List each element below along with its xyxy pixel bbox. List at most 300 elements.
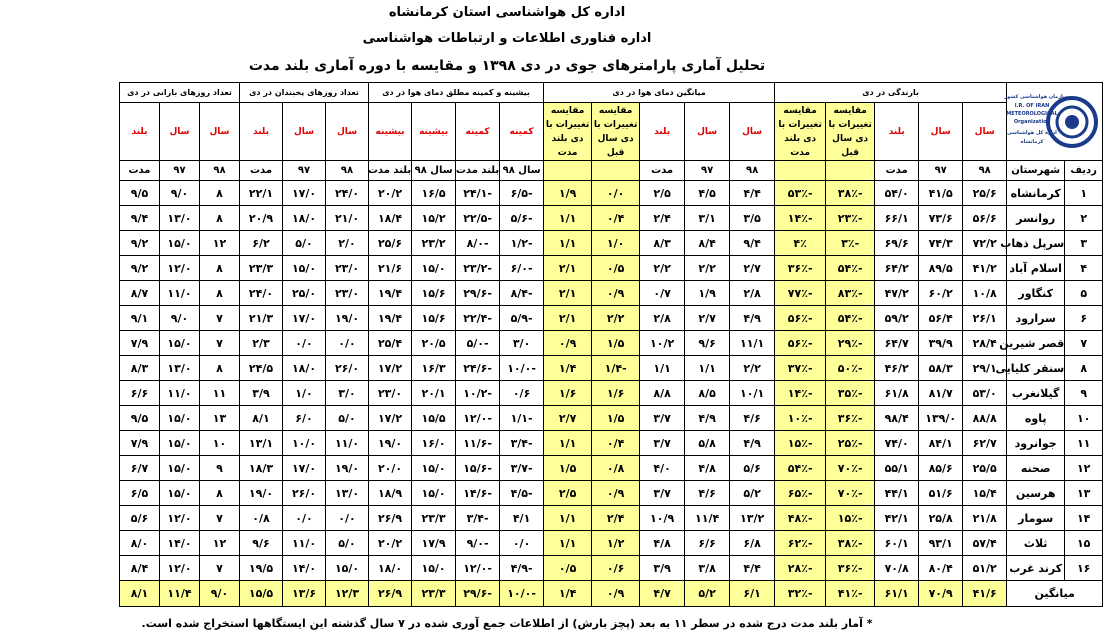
value-cell: -۲۲/۵	[456, 206, 500, 231]
value-cell: ۵۸/۳	[919, 356, 963, 381]
value-cell: ۲/۸	[640, 306, 685, 331]
value-cell: ۸	[200, 481, 240, 506]
header-mean_temp: ۹۸	[730, 161, 775, 181]
value-cell: ۳/۷	[640, 431, 685, 456]
value-cell: -۷۰٪	[826, 481, 875, 506]
group-abs-temp: بیشینه و کمینه مطلق دمای هوا در دی	[369, 83, 544, 103]
value-cell: -۱/۱	[500, 406, 544, 431]
value-cell: ۱۸/۹	[369, 481, 412, 506]
row-number: ۲	[1065, 206, 1103, 231]
row-number: ۵	[1065, 281, 1103, 306]
value-cell: ۲۰/۱	[412, 381, 456, 406]
value-cell: ۶/۸	[730, 531, 775, 556]
value-cell: -۱۴٪	[775, 206, 826, 231]
value-cell: ۳/۸	[685, 556, 730, 581]
value-cell: ۴/۷	[640, 581, 685, 607]
value-cell: ۱۳/۰	[160, 356, 200, 381]
value-cell: ۱۵/۰	[326, 556, 369, 581]
value-cell: ۱۸/۰	[283, 356, 326, 381]
dept-title: اداره فناوری اطلاعات و ارتباطات هواشناسی	[362, 31, 652, 46]
value-cell: ۲۵/۶	[963, 181, 1007, 206]
value-cell: -۱۰/۰	[500, 581, 544, 607]
value-cell: -۸۳٪	[826, 281, 875, 306]
city-name: کرمانشاه	[1007, 181, 1065, 206]
value-cell: ۵۴/۰	[875, 181, 919, 206]
value-cell: ۲۳/۳	[412, 581, 456, 607]
value-cell: ۳/۰	[500, 331, 544, 356]
value-cell: -۲۹٪	[826, 331, 875, 356]
value-cell: ۸/۴	[685, 231, 730, 256]
value-cell: ۲/۷	[544, 406, 592, 431]
value-cell: ۱۹/۰	[326, 306, 369, 331]
value-cell: -۱۰٪	[775, 406, 826, 431]
subheader-mean_temp: مقایسه تغییرات با دی سال قبل	[592, 103, 640, 161]
value-cell: ۱/۹	[685, 281, 730, 306]
city-name: گیلانغرب	[1007, 381, 1065, 406]
row-number: ۶	[1065, 306, 1103, 331]
value-cell: ۲۸/۴	[963, 331, 1007, 356]
value-cell: ۲۰/۹	[240, 206, 283, 231]
value-cell: ۲۶/۹	[369, 581, 412, 607]
value-cell: ۱۹/۴	[369, 306, 412, 331]
table-row	[2, 456, 1103, 481]
value-cell: -۴/۵	[500, 481, 544, 506]
value-cell: ۲/۵	[544, 481, 592, 506]
value-cell: ۹/۰	[160, 181, 200, 206]
row-number: ۱۶	[1065, 556, 1103, 581]
value-cell: ۸/۱	[120, 581, 160, 607]
value-cell: ۵۶/۶	[963, 206, 1007, 231]
value-cell: -۶/۰	[500, 256, 544, 281]
value-cell: ۲/۲	[685, 256, 730, 281]
value-cell: ۱/۴	[544, 356, 592, 381]
value-cell: ۱۲/۳	[326, 581, 369, 607]
value-cell: -۳۶٪	[826, 406, 875, 431]
subheader-mean_temp: سال	[730, 103, 775, 161]
value-cell: ۳۹/۹	[919, 331, 963, 356]
value-cell: -۱۴/۶	[456, 481, 500, 506]
value-cell: ۸/۷	[120, 281, 160, 306]
value-cell: ۰/۴	[592, 431, 640, 456]
row-number: ۸	[1065, 356, 1103, 381]
value-cell: ۲۶/۰	[326, 356, 369, 381]
value-cell: ۱۵/۰	[412, 456, 456, 481]
value-cell: ۱۸/۰	[369, 556, 412, 581]
value-cell: ۱۱	[200, 381, 240, 406]
value-cell: -۳۶٪	[775, 256, 826, 281]
city-name: سنقر کلیایی	[1007, 356, 1065, 381]
value-cell: ۲/۱	[544, 306, 592, 331]
value-cell: ۹۸/۴	[875, 406, 919, 431]
value-cell: -۳۵٪	[826, 381, 875, 406]
value-cell: ۱۵/۶	[412, 281, 456, 306]
value-cell: ۱۸/۳	[240, 456, 283, 481]
value-cell: ۱۷/۲	[369, 356, 412, 381]
value-cell: ۹/۰	[200, 581, 240, 607]
value-cell: -۱/۴	[592, 356, 640, 381]
subheader-abs_temp: بیشینه	[412, 103, 456, 161]
value-cell: ۱۵/۰	[160, 231, 200, 256]
value-cell: ۱۳/۶	[283, 581, 326, 607]
value-cell: ۱۵/۰	[160, 481, 200, 506]
value-cell: ۵۱/۲	[963, 556, 1007, 581]
city-name: سومار	[1007, 506, 1065, 531]
value-cell: ۲۵/۶	[369, 231, 412, 256]
value-cell: ۰/۹	[592, 281, 640, 306]
city-name: سرپل ذهاب	[1007, 231, 1065, 256]
value-cell: ۷۲/۲	[963, 231, 1007, 256]
header-row-no: ردیف	[1065, 161, 1103, 181]
value-cell: ۲۵/۵	[963, 456, 1007, 481]
table-row	[2, 556, 1103, 581]
city-name: روانسر	[1007, 206, 1065, 231]
value-cell: ۱۷/۰	[283, 306, 326, 331]
value-cell: ۶/۰	[283, 406, 326, 431]
table-row	[2, 206, 1103, 231]
value-cell: ۲۱/۳	[240, 306, 283, 331]
value-cell: ۶۶/۱	[875, 206, 919, 231]
value-cell: ۲/۸	[730, 281, 775, 306]
subheader-abs_temp: کمینه	[500, 103, 544, 161]
table-row	[2, 481, 1103, 506]
value-cell: -۴۱٪	[826, 581, 875, 607]
value-cell: ۳/۹	[240, 381, 283, 406]
value-cell: ۱/۱	[640, 356, 685, 381]
row-number: ۱۰	[1065, 406, 1103, 431]
header-rain_days: مدت	[120, 161, 160, 181]
table-row	[2, 506, 1103, 531]
city-name: جوانرود	[1007, 431, 1065, 456]
value-cell: ۱۲/۰	[160, 556, 200, 581]
value-cell: ۱۶/۵	[412, 181, 456, 206]
value-cell: ۱۳/۰	[326, 481, 369, 506]
value-cell: -۲۹/۶	[456, 281, 500, 306]
value-cell: ۹/۵	[120, 406, 160, 431]
value-cell: -۲۴/۱	[456, 181, 500, 206]
value-cell: -۱۵٪	[775, 431, 826, 456]
value-cell: ۷۴/۳	[919, 231, 963, 256]
value-cell: ۱۹/۴	[369, 281, 412, 306]
value-cell: ۱۷/۹	[412, 531, 456, 556]
value-cell: ۷	[200, 556, 240, 581]
value-cell: -۳٪	[826, 231, 875, 256]
value-cell: ۹/۲	[120, 256, 160, 281]
value-cell: -۶۲٪	[775, 531, 826, 556]
value-cell: ۱۰/۰	[283, 431, 326, 456]
value-cell: ۲/۲	[592, 306, 640, 331]
value-cell: ۲/۰	[326, 231, 369, 256]
report-title: تحلیل آماری پارامترهای جوی در دی ۱۳۹۸ و مقایسه با دوره آماری بلند مدت	[248, 58, 766, 74]
value-cell: ۱۱/۴	[685, 506, 730, 531]
value-cell: -۳/۷	[500, 456, 544, 481]
value-cell: ۱۷/۰	[283, 181, 326, 206]
subheader-precip: سال	[919, 103, 963, 161]
value-cell: ۱۴/۰	[283, 556, 326, 581]
value-cell: ۴/۶	[685, 481, 730, 506]
city-name: ثلاث	[1007, 531, 1065, 556]
subheader-precip: مقایسه تغییرات با دی سال قبل	[826, 103, 875, 161]
value-cell: ۱۳۹/۰	[919, 406, 963, 431]
value-cell: ۸۰/۴	[919, 556, 963, 581]
value-cell: ۰/۸	[592, 456, 640, 481]
city-name: قصر شیرین	[1007, 331, 1065, 356]
value-cell: ۶/۲	[240, 231, 283, 256]
row-number: ۱۱	[1065, 431, 1103, 456]
value-cell: -۱۱/۶	[456, 431, 500, 456]
value-cell: -۷۰٪	[826, 456, 875, 481]
value-cell: ۱۵/۴	[963, 481, 1007, 506]
value-cell: ۲۵/۴	[369, 331, 412, 356]
header-abs_temp: بلند مدت	[369, 161, 412, 181]
logo-text: Organization	[1013, 118, 1050, 125]
header-precip: ۹۷	[919, 161, 963, 181]
value-cell: ۱۵/۰	[412, 481, 456, 506]
value-cell: ۳/۷	[640, 406, 685, 431]
value-cell: ۱/۲	[592, 531, 640, 556]
value-cell: ۲۳/۳	[412, 506, 456, 531]
value-cell: ۴/۴	[730, 181, 775, 206]
value-cell: -۲۵٪	[826, 431, 875, 456]
report-header	[0, 0, 1014, 82]
header-precip	[826, 161, 875, 181]
value-cell: ۷/۹	[120, 431, 160, 456]
value-cell: ۴/۹	[685, 406, 730, 431]
value-cell: ۰/۰	[326, 331, 369, 356]
table-row	[2, 356, 1103, 381]
value-cell: ۹/۲	[120, 231, 160, 256]
value-cell: ۲۳/۲	[412, 231, 456, 256]
city-name: میانگین	[1007, 581, 1103, 607]
value-cell: ۱۳/۰	[160, 206, 200, 231]
value-cell: ۹/۶	[240, 531, 283, 556]
value-cell: ۶۲/۷	[963, 431, 1007, 456]
header-frost_days: ۹۸	[326, 161, 369, 181]
value-cell: ۱۸/۴	[369, 206, 412, 231]
value-cell: -۵۰٪	[826, 356, 875, 381]
header-abs_temp: سال ۹۸	[500, 161, 544, 181]
value-cell: ۹/۰	[160, 306, 200, 331]
row-number: ۱۲	[1065, 456, 1103, 481]
value-cell: ۶۴/۲	[875, 256, 919, 281]
subheader-frost_days: سال	[283, 103, 326, 161]
value-cell: ۱/۱	[544, 531, 592, 556]
value-cell: ۵/۸	[685, 431, 730, 456]
value-cell: -۴/۹	[500, 556, 544, 581]
value-cell: ۲۹/۱	[963, 356, 1007, 381]
value-cell: ۱/۱	[685, 356, 730, 381]
value-cell: ۱۵/۵	[412, 406, 456, 431]
value-cell: ۵/۲	[685, 581, 730, 607]
table-row	[2, 306, 1103, 331]
value-cell: ۷/۹	[120, 331, 160, 356]
value-cell: ۱۷/۲	[369, 406, 412, 431]
value-cell: -۱۲/۰	[456, 406, 500, 431]
value-cell: ۱۹/۵	[240, 556, 283, 581]
subheader-rain_days: بلند	[120, 103, 160, 161]
value-cell: -۵/۰	[456, 331, 500, 356]
value-cell: -۳/۴	[500, 431, 544, 456]
value-cell: ۵۹/۲	[875, 306, 919, 331]
value-cell: ۱۳	[200, 406, 240, 431]
value-cell: ۲/۱	[544, 256, 592, 281]
value-cell: -۸/۰	[456, 231, 500, 256]
value-cell: ۴/۱	[500, 506, 544, 531]
value-cell: ۵/۶	[120, 506, 160, 531]
value-cell: ۱/۰	[592, 231, 640, 256]
value-cell: ۸۴/۱	[919, 431, 963, 456]
value-cell: -۲۹/۶	[456, 581, 500, 607]
value-cell: ۱۲/۰	[160, 506, 200, 531]
value-cell: ۱۵/۰	[412, 256, 456, 281]
header-rain_days: ۹۷	[160, 161, 200, 181]
value-cell: ۱۰/۸	[963, 281, 1007, 306]
row-number: ۳	[1065, 231, 1103, 256]
logo-text: اداره کل هواشناسی	[1006, 129, 1057, 136]
value-cell: ۷۴/۰	[875, 431, 919, 456]
subheader-precip: بلند	[875, 103, 919, 161]
value-cell: ۱/۱	[544, 431, 592, 456]
value-cell: ۴/۰	[640, 456, 685, 481]
value-cell: ۷	[200, 306, 240, 331]
stats-table	[1, 82, 1103, 607]
average-row	[2, 581, 1103, 607]
city-name: هرسین	[1007, 481, 1065, 506]
value-cell: -۲۲/۴	[456, 306, 500, 331]
value-cell: ۱/۵	[592, 331, 640, 356]
city-name: پاوه	[1007, 406, 1065, 431]
value-cell: ۲۱/۶	[369, 256, 412, 281]
value-cell: ۱۱/۰	[283, 531, 326, 556]
value-cell: ۲۳/۰	[326, 281, 369, 306]
subheader-mean_temp: سال	[685, 103, 730, 161]
logo-text: I.R. OF IRAN	[1014, 102, 1049, 109]
value-cell: ۵۷/۴	[963, 531, 1007, 556]
value-cell: ۲۱/۸	[963, 506, 1007, 531]
value-cell: ۱۵/۶	[412, 306, 456, 331]
value-cell: ۱۹/۰	[369, 431, 412, 456]
value-cell: ۲۱/۰	[326, 206, 369, 231]
value-cell: ۲/۷	[730, 256, 775, 281]
value-cell: ۲/۴	[640, 206, 685, 231]
subheader-abs_temp: کمینه	[456, 103, 500, 161]
value-cell: ۱۲	[200, 231, 240, 256]
value-cell: ۹/۱	[120, 306, 160, 331]
row-number: ۱۳	[1065, 481, 1103, 506]
value-cell: ۱۱/۰	[160, 381, 200, 406]
value-cell: ۱۵/۰	[160, 331, 200, 356]
value-cell: ۷	[200, 506, 240, 531]
value-cell: ۵۱/۶	[919, 481, 963, 506]
value-cell: -۱۴٪	[775, 381, 826, 406]
value-cell: ۱۱/۰	[160, 281, 200, 306]
value-cell: ۶/۵	[120, 481, 160, 506]
value-cell: ۱/۶	[544, 381, 592, 406]
value-cell: ۰/۹	[544, 331, 592, 356]
header-rain_days: ۹۸	[200, 161, 240, 181]
value-cell: ۹/۶	[685, 331, 730, 356]
value-cell: ۲۰/۲	[369, 181, 412, 206]
value-cell: ۲۲/۱	[240, 181, 283, 206]
group-mean-temp: میانگین دمای هوا در دی	[544, 83, 775, 103]
logo-text: METEOROLOGICAL	[1005, 110, 1058, 117]
value-cell: ۱/۱	[544, 231, 592, 256]
org-logo	[1003, 86, 1100, 158]
table-row	[2, 406, 1103, 431]
header-precip: مدت	[875, 161, 919, 181]
value-cell: ۲۶/۰	[283, 481, 326, 506]
value-cell: ۰/۵	[592, 256, 640, 281]
value-cell: ۳/۷	[640, 481, 685, 506]
value-cell: -۱۵/۶	[456, 456, 500, 481]
value-cell: ۲۶/۱	[963, 306, 1007, 331]
value-cell: ۱۴/۰	[160, 531, 200, 556]
header-frost_days: مدت	[240, 161, 283, 181]
value-cell: ۲/۲	[640, 256, 685, 281]
value-cell: -۳۲٪	[775, 581, 826, 607]
value-cell: ۴٪	[775, 231, 826, 256]
value-cell: ۱۱/۰	[326, 431, 369, 456]
subheader-rain_days: سال	[200, 103, 240, 161]
value-cell: ۱۰/۲	[640, 331, 685, 356]
value-cell: -۳۸٪	[826, 531, 875, 556]
value-cell: -۲۸٪	[775, 556, 826, 581]
value-cell: ۰/۰	[500, 531, 544, 556]
group-rain-days: تعداد روزهای بارانی در دی	[120, 83, 240, 103]
value-cell: -۸/۴	[500, 281, 544, 306]
value-cell: ۰/۰	[326, 506, 369, 531]
value-cell: ۴/۸	[640, 531, 685, 556]
table-row	[2, 331, 1103, 356]
value-cell: ۷۰/۹	[919, 581, 963, 607]
header-mean_temp: مدت	[640, 161, 685, 181]
value-cell: ۷۰/۸	[875, 556, 919, 581]
subheader-frost_days: سال	[326, 103, 369, 161]
value-cell: ۹/۴	[120, 206, 160, 231]
value-cell: ۸۸/۸	[963, 406, 1007, 431]
value-cell: ۸	[200, 256, 240, 281]
value-cell: ۰/۸	[240, 506, 283, 531]
value-cell: ۴/۸	[685, 456, 730, 481]
value-cell: ۰/۰	[283, 506, 326, 531]
subheader-mean_temp: مقایسه تغییرات با دی بلند مدت	[544, 103, 592, 161]
logo-text: کرمانشاه	[1020, 138, 1044, 145]
value-cell: ۸۱/۷	[919, 381, 963, 406]
value-cell: ۲۳/۳	[240, 256, 283, 281]
value-cell: ۰/۶	[500, 381, 544, 406]
value-cell: ۶/۱	[730, 581, 775, 607]
value-cell: ۲۶/۹	[369, 506, 412, 531]
value-cell: ۲۰/۵	[412, 331, 456, 356]
value-cell: -۵/۹	[500, 306, 544, 331]
header-precip: ۹۸	[963, 161, 1007, 181]
value-cell: ۱۹/۰	[240, 481, 283, 506]
row-number: ۹	[1065, 381, 1103, 406]
value-cell: ۶۱/۱	[875, 581, 919, 607]
value-cell: ۵۶/۴	[919, 306, 963, 331]
footnote: * آمار بلند مدت درج شده در سطر ۱۱ به بعد (پچز بارش) از اطلاعات جمع آوری شده در ۷ سال گذشته این ایستگاهها استخراج شده است.	[141, 617, 873, 630]
value-cell: -۳۸٪	[826, 181, 875, 206]
value-cell: ۴۷/۲	[875, 281, 919, 306]
value-cell: ۸/۳	[640, 231, 685, 256]
value-cell: ۲/۵	[640, 181, 685, 206]
group-precip: بارندگی در دی	[775, 83, 1007, 103]
value-cell: ۱۵/۲	[412, 206, 456, 231]
value-cell: ۲/۲	[730, 356, 775, 381]
value-cell: ۲/۴	[592, 506, 640, 531]
value-cell: -۵۶٪	[775, 331, 826, 356]
value-cell: ۵۵/۱	[875, 456, 919, 481]
value-cell: ۲/۷	[685, 306, 730, 331]
